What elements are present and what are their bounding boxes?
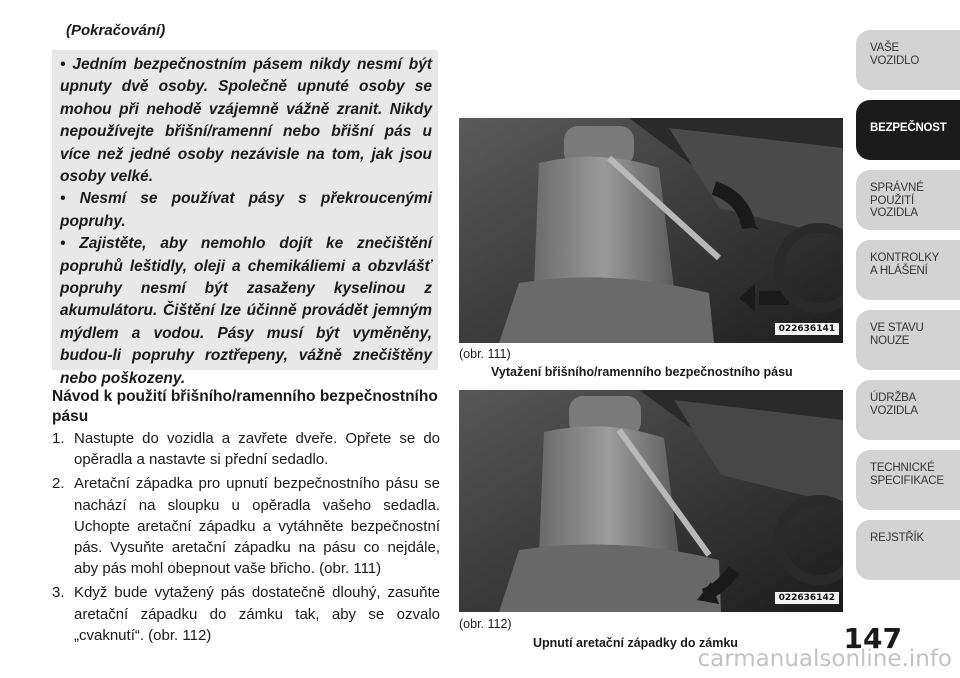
section-heading: Návod k použití břišního/ramenního bezpečnostního pásu <box>52 388 438 425</box>
tab-ve-stavu-nouze[interactable]: VE STAVU NOUZE <box>856 310 960 370</box>
page-number: 147 <box>843 622 902 655</box>
figure-ref: (obr. 111) <box>459 347 511 361</box>
figure-code: 022636142 <box>775 592 839 604</box>
tab-vase-vozidlo[interactable]: VAŠE VOZIDLO <box>856 30 960 90</box>
step-text: Když bude vytažený pás dostatečně dlouhý, zasuňte aretační západku do zámku tak, aby se ozvalo „cvaknutí“. (obr. 112) <box>74 584 440 644</box>
step-text: Nastupte do vozidla a zavřete dveře. Opřete se do opěradla a nastavte si přední sedadlo. <box>74 430 440 469</box>
step-number: 1. <box>52 430 65 447</box>
figure-code: 022636141 <box>775 323 839 335</box>
step-number: 3. <box>52 584 65 602</box>
seat-photo-illustration <box>459 118 843 343</box>
warning-item: • Zajistěte, aby nemohlo dojít ke znečištění popruhů leštidly, oleji a chemikáliemi a obzvlášť popruhy nesmí být zasaženy kyselinou z akumulátoru. Čištění lze účinně provádět jemným mýdlem a vodou. Pásy musí být vyměněny, budou-li popruhy roztřepeny, vážně znečištěny nebo poškozeny. <box>60 235 432 387</box>
step-number: 2. <box>52 475 65 493</box>
figure-seatbelt-extend <box>459 118 843 343</box>
warning-item: • Nesmí se používat pásy s překroucenými popruhy. <box>60 190 432 230</box>
tab-spravne-pouziti-vozidla[interactable]: SPRÁVNÉ POUŽITÍ VOZIDLA <box>856 170 960 230</box>
seat-photo-illustration <box>459 390 843 612</box>
chapter-tabs <box>856 30 960 590</box>
figure-seatbelt-buckle <box>459 390 843 612</box>
figure-caption: Vytažení břišního/ramenního bezpečnostního pásu <box>491 365 793 379</box>
figure-ref: (obr. 112) <box>459 617 512 631</box>
continued-label: (Pokračování) <box>66 22 166 39</box>
instruction-steps <box>52 428 440 649</box>
tab-rejstrik[interactable]: REJSTŘÍK <box>856 520 960 580</box>
instruction-step <box>52 582 440 646</box>
tab-technicke-specifikace[interactable]: TECHNICKÉ SPECIFIKACE <box>856 450 960 510</box>
warning-item: • Jedním bezpečnostním pásem nikdy nesmí být upnuty dvě osoby. Společně upnuté osoby se mohou při nehodě vzájemně vážně zranit. Nikdy nepoužívejte břišní/ramenní nebo břišní pás u více než jedné osoby nezávisle na tom, jak jsou osoby velké. <box>60 56 432 186</box>
instruction-step <box>52 428 440 470</box>
step-text: Aretační západka pro upnutí bezpečnostního pásu se nachází na sloupku u opěradla vašeho sedadla. Uchopte aretační západku a vytáhněte bezpečnostní pás. Vysuňte aretační západku na pásu co nejdále, aby pás mohl obepnout vaše břicho. (obr. 111) <box>74 475 440 578</box>
figure-caption: Upnutí aretační západky do zámku <box>533 636 738 650</box>
tab-bezpecnost[interactable]: BEZPEČNOST <box>856 100 960 160</box>
warning-box <box>52 50 438 387</box>
tab-udrzba-vozidla[interactable]: ÚDRŽBA VOZIDLA <box>856 380 960 440</box>
watermark: carmanualsonline.info <box>697 646 952 672</box>
tab-kontrolky-a-hlaseni[interactable]: KONTROLKY A HLÁŠENÍ <box>856 240 960 300</box>
instruction-step <box>52 473 440 579</box>
